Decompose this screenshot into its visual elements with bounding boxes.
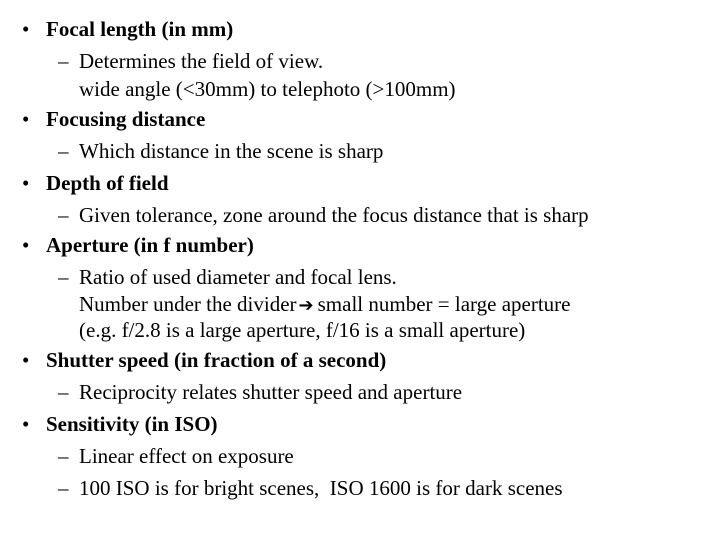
bullet-heading-depth-of-field: Depth of field — [46, 171, 169, 195]
sub-bullet-text: Reciprocity relates shutter speed and aperture — [79, 380, 463, 404]
sub-bullet-dash: – — [58, 380, 69, 404]
bullet-marker: • — [22, 107, 30, 131]
sub-bullet-text: Which distance in the scene is sharp — [79, 139, 384, 163]
bullet-marker: • — [22, 348, 30, 372]
sub-bullet-text: Linear effect on exposure — [79, 444, 294, 468]
sub-bullet-dash: – — [58, 265, 69, 289]
arrow-line-before: Number under the divider — [79, 292, 297, 316]
bullet-marker: • — [22, 17, 30, 41]
bullet-heading-aperture: Aperture (in f number) — [46, 233, 254, 257]
bullet-heading-focal-length: Focal length (in mm) — [46, 17, 234, 41]
sub-bullet-dash: – — [58, 203, 69, 227]
sub-bullet-text-with-arrow — [79, 292, 571, 318]
sub-bullet-text: Ratio of used diameter and focal lens. — [79, 265, 397, 289]
sub-bullet-dash: – — [58, 49, 69, 73]
bullet-heading-sensitivity: Sensitivity (in ISO) — [46, 412, 218, 436]
bullet-heading-focusing-distance: Focusing distance — [46, 107, 206, 131]
bullet-heading-shutter-speed: Shutter speed (in fraction of a second) — [46, 348, 387, 372]
sub-bullet-text: Determines the field of view. — [79, 49, 324, 73]
bullet-marker: • — [22, 171, 30, 195]
bullet-marker: • — [22, 233, 30, 257]
sub-bullet-dash: – — [58, 139, 69, 163]
sub-bullet-dash: – — [58, 476, 69, 500]
arrow-line-after: small number = large aperture — [317, 292, 571, 316]
sub-bullet-text-continued: (e.g. f/2.8 is a large aperture, f/16 is a small aperture) — [79, 318, 526, 342]
right-arrow-icon: ➔ — [298, 295, 314, 316]
sub-bullet-text-continued: wide angle (<30mm) to telephoto (>100mm) — [79, 77, 456, 101]
sub-bullet-text: 100 ISO is for bright scenes, ISO 1600 is for dark scenes — [79, 476, 563, 500]
bullet-marker: • — [22, 412, 30, 436]
sub-bullet-dash: – — [58, 444, 69, 468]
sub-bullet-text: Given tolerance, zone around the focus distance that is sharp — [79, 203, 589, 227]
